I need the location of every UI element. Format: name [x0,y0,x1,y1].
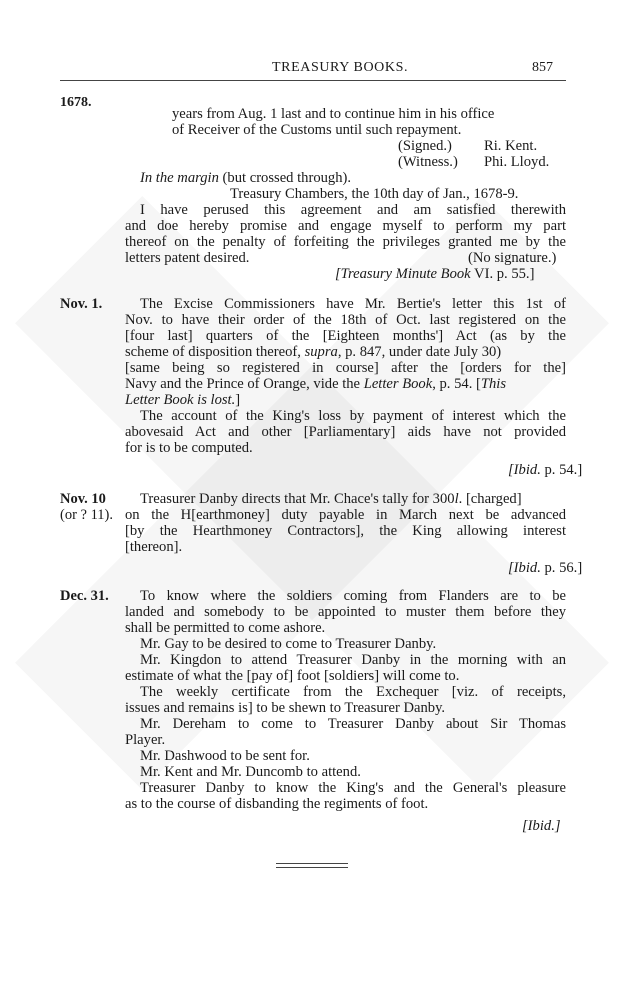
text-line: [same being so registered in course] after the [orders for the] [125,360,566,376]
text-line: Mr. Gay to be desired to come to Treasurer Danby. [140,636,437,652]
text-line: thereof on the penalty of forfeiting the privileges granted me by the [125,234,566,250]
reference-italic: [Ibid. [508,560,541,576]
text-span: . [charged] [458,491,522,507]
text-italic: l [454,491,459,507]
text-line: estimate of what the [pay of] foot [soldiers] will come to. [125,668,460,684]
margin-note [140,170,351,186]
text-line: Mr. Kent and Mr. Duncomb to attend. [140,764,361,780]
text-span: , p. 847, under date July 30) [337,344,502,360]
source-reference [508,560,582,576]
reference-rest: VI. p. 55.] [470,266,535,282]
text-span: Treasurer Danby directs that Mr. Chace's tally for 300 [140,491,455,507]
closing-rule [276,867,348,868]
text-line: The account of the King's loss by payment of interest which the [140,408,566,424]
text-span: Navy and the Prince of Orange, vide the [125,376,361,392]
text-line: [by the Hearthmoney Contractors], the King allowing interest [125,523,566,539]
text-line: letters patent desired. [125,250,250,266]
text-line: issues and remains is] to be shewn to Treasurer Danby. [125,700,446,716]
text-line: The Excise Commissioners have Mr. Bertie's letter this 1st of [140,296,566,312]
running-head: TREASURY BOOKS. [272,60,409,75]
source-reference [335,266,534,282]
text-span: ] [235,392,241,408]
entry-date-alt: (or ? 11). [60,507,114,523]
entry-date: Dec. 31. [60,588,109,604]
text-line: Treasurer Danby to know the King's and the General's pleasure [140,780,566,796]
text-line [140,491,522,507]
margin-note-rest: (but crossed through). [218,170,352,186]
chambers-line: Treasury Chambers, the 10th day of Jan., 1678-9. [230,186,519,202]
signed-label: (Signed.) [398,138,452,154]
reference-italic: [Ibid. [508,462,541,478]
text-line: [four last] quarters of the [Eighteen months'] Act (as by the [125,328,566,344]
closing-rule [276,863,348,864]
entry-date: Nov. 1. [60,296,103,312]
reference-rest: p. 56.] [540,560,583,576]
page-number: 857 [532,60,553,75]
entry-date: Nov. 10 [60,491,106,507]
text-line: on the H[earthmoney] duty payable in March next be advanced [125,507,566,523]
witness-label: (Witness.) [398,154,458,170]
source-reference: [Ibid.] [522,818,561,834]
text-span: scheme of disposition thereof, [125,344,301,360]
no-signature: (No signature.) [468,250,557,266]
text-italic: This [480,376,507,392]
text-line: shall be permitted to come ashore. [125,620,326,636]
text-line: as to the course of disbanding the regiments of foot. [125,796,429,812]
year-label: 1678. [60,95,92,110]
text-line [125,392,240,408]
text-italic: Letter Book [363,376,433,392]
text-line: landed and somebody to be appointed to muster them before they [125,604,566,620]
reference-italic: [Treasury Minute Book [335,266,471,282]
text-line: and doe hereby promise and engage myself to perform my part [125,218,566,234]
text-line: To know where the soldiers coming from Flanders are to be [140,588,566,604]
text-line: years from Aug. 1 last and to continue him in his office [172,106,495,122]
text-line: Player. [125,732,166,748]
text-line: Nov. to have their order of the 18th of Oct. last registered on the [125,312,566,328]
signed-name: Ri. Kent. [484,138,538,154]
text-line: of Receiver of the Customs until such repayment. [172,122,462,138]
margin-note-italic: In the margin [140,170,219,186]
witness-name: Phi. Lloyd. [484,154,550,170]
text-italic: supra [304,344,338,360]
text-line: Mr. Dereham to come to Treasurer Danby about Sir Thomas [140,716,566,732]
source-reference [508,462,582,478]
header-rule [60,80,566,81]
reference-rest: p. 54.] [540,462,583,478]
text-span: , p. 54. [ [432,376,481,392]
text-line: for is to be computed. [125,440,253,456]
text-line: [thereon]. [125,539,183,555]
text-line: Mr. Kingdon to attend Treasurer Danby in the morning with an [140,652,566,668]
text-line: abovesaid Act and other [Parliamentary] aids have not provided [125,424,566,440]
text-italic: Letter Book is lost. [125,392,236,408]
text-line: The weekly certificate from the Exchequer [viz. of receipts, [140,684,566,700]
text-line: I have perused this agreement and am satisfied therewith [140,202,566,218]
text-line: Mr. Dashwood to be sent for. [140,748,310,764]
text-line [125,376,506,392]
text-line [125,344,501,360]
